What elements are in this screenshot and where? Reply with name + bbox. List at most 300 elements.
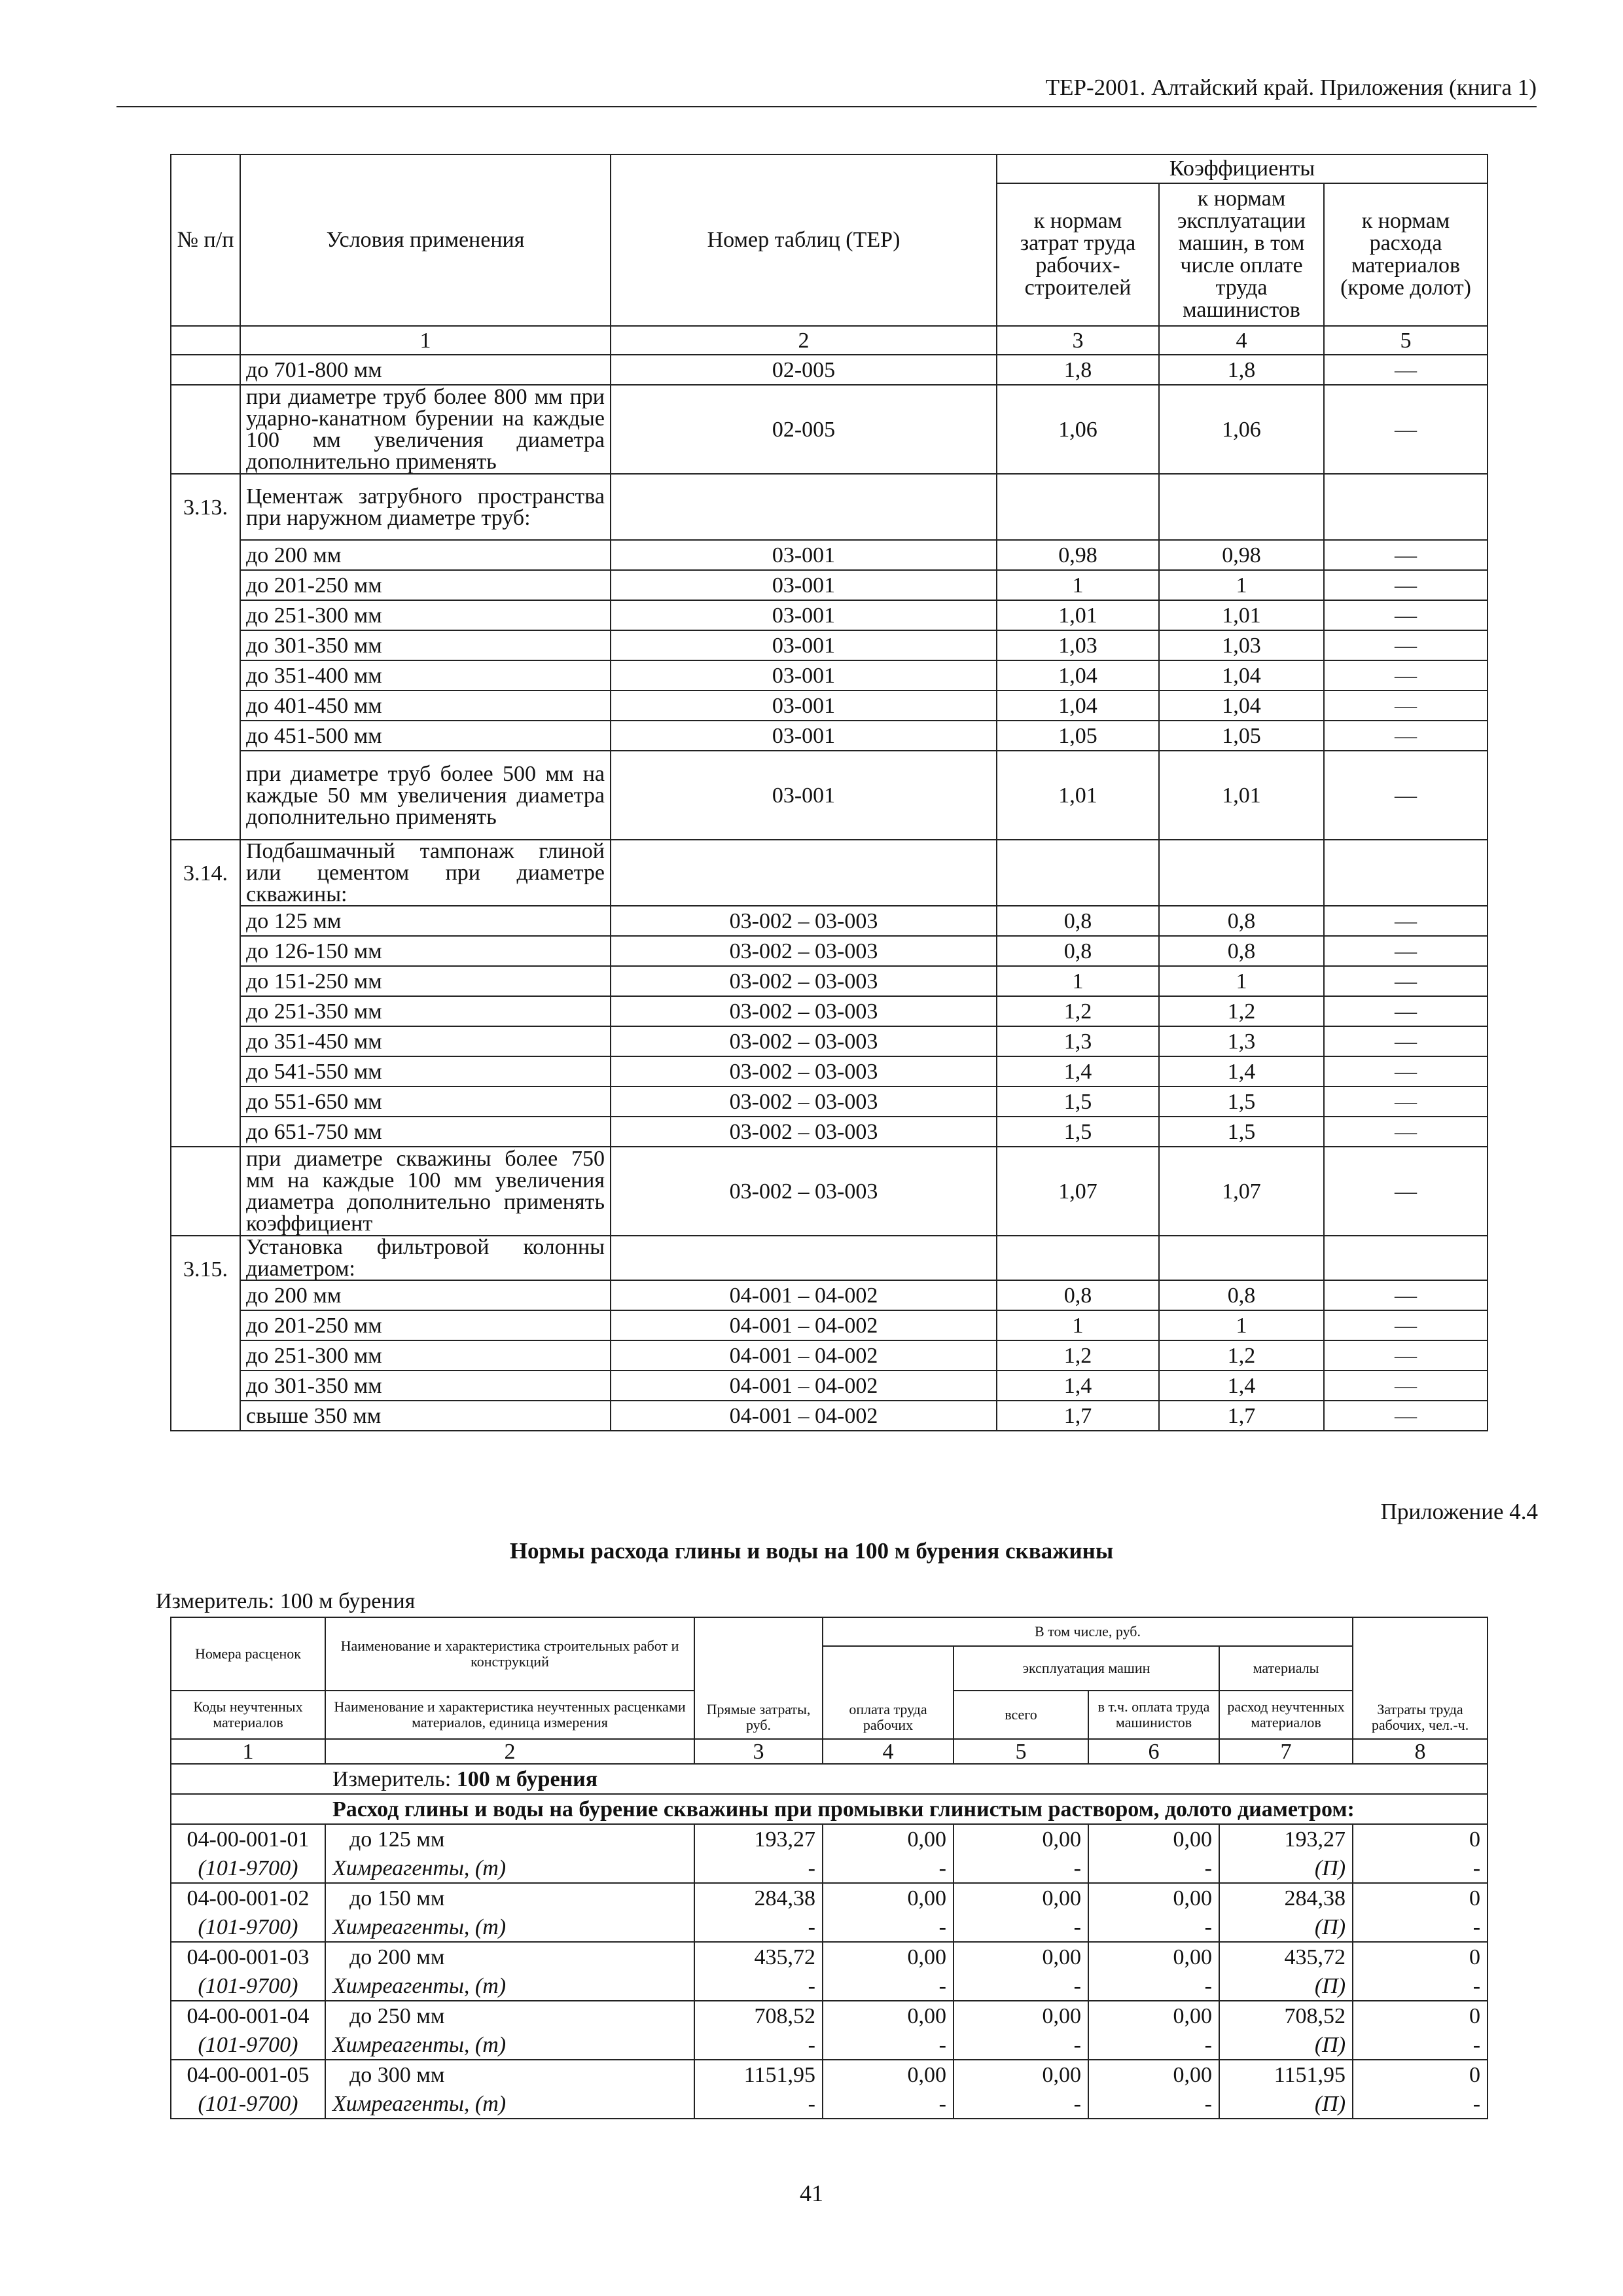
sub-machine: -: [954, 1913, 1088, 1942]
col-material-coef-header: к нормам расхода материалов (кроме долот): [1324, 183, 1488, 326]
col-labor-coef-header: к нормам затрат труда рабочих-строителей: [997, 183, 1159, 326]
sub-materials: (П): [1219, 1972, 1353, 2001]
row-machine-coef: 0,8: [1159, 936, 1324, 966]
row-labor-coef: 1,06: [997, 385, 1159, 474]
row-machine-coef: 1,01: [1159, 600, 1324, 630]
wages-cost: 0,00: [823, 1883, 954, 1913]
row-number-cell: [171, 1147, 240, 1236]
sub-direct: -: [694, 1913, 823, 1942]
sub-materials: (П): [1219, 2090, 1353, 2119]
row-material-coef: —: [1324, 966, 1488, 996]
row-machine-coef: 1,04: [1159, 660, 1324, 691]
table-row: [171, 936, 1488, 966]
table-row: [171, 600, 1488, 630]
row-table-number: 03-001: [611, 600, 997, 630]
material-name: Химреагенты, (т): [325, 1972, 694, 2001]
sub-labor: -: [1353, 1972, 1488, 2001]
included-rub-header: В том числе, руб.: [823, 1617, 1353, 1646]
sub-materials: (П): [1219, 2031, 1353, 2060]
table-row: [171, 660, 1488, 691]
material-code: (101-9700): [171, 2090, 325, 2119]
table-row: [171, 1236, 1488, 1280]
table-row: [171, 385, 1488, 474]
row-table-number: [611, 1236, 997, 1280]
row-condition: при диаметре труб более 500 мм на каждые 50 мм увеличения диаметра дополнительно применять: [240, 751, 611, 840]
materials-cost: 435,72: [1219, 1942, 1353, 1972]
table-row: [171, 691, 1488, 721]
index-cell: 8: [1353, 1739, 1488, 1764]
coefficients-group-header: Коэффициенты: [997, 154, 1488, 183]
row-condition: до 126-150 мм: [240, 936, 611, 966]
machine-cost: 0,00: [954, 2060, 1088, 2090]
row-table-number: 02-005: [611, 385, 997, 474]
row-labor-coef: 0,98: [997, 540, 1159, 570]
row-table-number: 04-001 – 04-002: [611, 1340, 997, 1371]
row-material-coef: —: [1324, 1056, 1488, 1086]
index-cell: 6: [1088, 1739, 1219, 1764]
measure-row-value: 100 м бурения: [456, 1767, 598, 1791]
direct-cost: 284,38: [694, 1883, 823, 1913]
row-condition: до 200 мм: [240, 1280, 611, 1310]
labor-cost: 0: [1353, 2001, 1488, 2031]
rate-subrow: [171, 2090, 1488, 2119]
rate-code: 04-00-001-05: [171, 2060, 325, 2090]
col-work-name-header: Наименование и характеристика строительных работ и конструкций: [325, 1617, 694, 1691]
row-labor-coef: 1,04: [997, 691, 1159, 721]
machinist-wages: 0,00: [1088, 2001, 1219, 2031]
row-condition: до 551-650 мм: [240, 1086, 611, 1117]
row-table-number: 03-002 – 03-003: [611, 1086, 997, 1117]
row-material-coef: [1324, 474, 1488, 540]
row-material-coef: —: [1324, 630, 1488, 660]
sub-machine: -: [954, 1972, 1088, 2001]
row-machine-coef: 1,8: [1159, 355, 1324, 385]
row-table-number: 04-001 – 04-002: [611, 1310, 997, 1340]
row-labor-coef: 1,01: [997, 600, 1159, 630]
rate-name: до 250 мм: [325, 2001, 694, 2031]
index-cell: 3: [997, 326, 1159, 355]
row-machine-coef: 1,4: [1159, 1371, 1324, 1401]
table-row: [171, 1280, 1488, 1310]
row-material-coef: —: [1324, 1280, 1488, 1310]
sub-labor: -: [1353, 1854, 1488, 1883]
row-material-coef: —: [1324, 691, 1488, 721]
labor-cost: 0: [1353, 1883, 1488, 1913]
sub-direct: -: [694, 1854, 823, 1883]
row-condition: Установка фильтровой колонны диаметром:: [240, 1236, 611, 1280]
appendix-title: Нормы расхода глины и воды на 100 м бурения скважины: [509, 1538, 1114, 1564]
row-table-number: 04-001 – 04-002: [611, 1280, 997, 1310]
machine-cost: 0,00: [954, 1883, 1088, 1913]
row-labor-coef: 1,04: [997, 660, 1159, 691]
material-code: (101-9700): [171, 1913, 325, 1942]
table-row: [171, 1310, 1488, 1340]
row-machine-coef: [1159, 474, 1324, 540]
row-machine-coef: 1,04: [1159, 691, 1324, 721]
row-machine-coef: 1,03: [1159, 630, 1324, 660]
col-unaccounted-names-header: Наименование и характеристика неучтенных расценками материалов, единица измерения: [325, 1691, 694, 1739]
row-condition: до 351-450 мм: [240, 1026, 611, 1056]
row-condition: до 251-350 мм: [240, 996, 611, 1026]
row-condition: до 201-250 мм: [240, 570, 611, 600]
row-condition: до 451-500 мм: [240, 721, 611, 751]
material-name: Химреагенты, (т): [325, 2031, 694, 2060]
rate-subrow: [171, 1854, 1488, 1883]
row-table-number: [611, 474, 997, 540]
index-cell: 7: [1219, 1739, 1353, 1764]
table-row: [171, 1056, 1488, 1086]
rate-row: [171, 1824, 1488, 1854]
row-machine-coef: 1: [1159, 570, 1324, 600]
appendix-label: Приложение 4.4: [1380, 1499, 1538, 1524]
row-labor-coef: 1,03: [997, 630, 1159, 660]
row-number-cell: [171, 355, 240, 385]
row-table-number: 03-001: [611, 691, 997, 721]
table-row: [171, 996, 1488, 1026]
row-material-coef: —: [1324, 1340, 1488, 1371]
rate-name: до 200 мм: [325, 1942, 694, 1972]
row-labor-coef: 1,5: [997, 1117, 1159, 1147]
row-labor-coef: 0,8: [997, 1280, 1159, 1310]
row-labor-coef: 1,2: [997, 1340, 1159, 1371]
sub-wages: -: [823, 2031, 954, 2060]
sub-wages: -: [823, 1854, 954, 1883]
row-condition: до 125 мм: [240, 906, 611, 936]
row-labor-coef: 0,8: [997, 936, 1159, 966]
table-row: [171, 1371, 1488, 1401]
sub-machinist: -: [1088, 1913, 1219, 1942]
rate-subrow: [171, 2031, 1488, 2060]
sub-materials: (П): [1219, 1854, 1353, 1883]
row-machine-coef: 1,5: [1159, 1086, 1324, 1117]
table-row: [171, 570, 1488, 600]
row-material-coef: —: [1324, 1117, 1488, 1147]
col-conditions-header: Условия применения: [240, 154, 611, 326]
direct-cost: 435,72: [694, 1942, 823, 1972]
row-condition: до 251-300 мм: [240, 600, 611, 630]
row-table-number: 03-001: [611, 570, 997, 600]
row-condition: при диаметре скважины более 750 мм на каждые 100 мм увеличения диаметра дополнительно применять коэффициент: [240, 1147, 611, 1236]
page-number: 41: [800, 2180, 823, 2206]
row-condition: до 201-250 мм: [240, 1310, 611, 1340]
machinist-wages: 0,00: [1088, 2060, 1219, 2090]
rate-name: до 300 мм: [325, 2060, 694, 2090]
index-cell: 1: [240, 326, 611, 355]
row-machine-coef: 0,8: [1159, 1280, 1324, 1310]
row-machine-coef: 1: [1159, 966, 1324, 996]
col-codes-header: Коды неучтенных материалов: [171, 1691, 325, 1739]
measure-unit: Измеритель: 100 м бурения: [156, 1589, 416, 1613]
index-cell-empty: [171, 326, 240, 355]
row-condition: до 651-750 мм: [240, 1117, 611, 1147]
sub-direct: -: [694, 2090, 823, 2119]
row-machine-coef: 1,06: [1159, 385, 1324, 474]
table-row: [171, 840, 1488, 906]
materials-cost: 1151,95: [1219, 2060, 1353, 2090]
row-labor-coef: 1,01: [997, 751, 1159, 840]
row-material-coef: —: [1324, 751, 1488, 840]
sub-wages: -: [823, 1913, 954, 1942]
row-material-coef: —: [1324, 1086, 1488, 1117]
row-machine-coef: [1159, 1236, 1324, 1280]
row-machine-coef: [1159, 840, 1324, 906]
materials-header: материалы: [1219, 1646, 1353, 1691]
machinist-wages: 0,00: [1088, 1883, 1219, 1913]
row-machine-coef: 1,5: [1159, 1117, 1324, 1147]
row-table-number: 03-002 – 03-003: [611, 936, 997, 966]
row-labor-coef: [997, 1236, 1159, 1280]
wages-cost: 0,00: [823, 1942, 954, 1972]
row-labor-coef: 1,4: [997, 1056, 1159, 1086]
row-labor-coef: 0,8: [997, 906, 1159, 936]
row-machine-coef: 0,8: [1159, 906, 1324, 936]
measure-row: [171, 1764, 1488, 1794]
material-code: (101-9700): [171, 1854, 325, 1883]
row-table-number: 03-002 – 03-003: [611, 906, 997, 936]
row-labor-coef: 1,3: [997, 1026, 1159, 1056]
table-row: [171, 355, 1488, 385]
sub-labor: -: [1353, 2031, 1488, 2060]
row-condition: до 151-250 мм: [240, 966, 611, 996]
direct-cost: 1151,95: [694, 2060, 823, 2090]
row-condition: Подбашмачный тампонаж глиной или цементом при диаметре скважины:: [240, 840, 611, 906]
sub-wages: -: [823, 1972, 954, 2001]
sub-machinist: -: [1088, 1854, 1219, 1883]
col-table-number-header: Номер таблиц (ТЕР): [611, 154, 997, 326]
row-table-number: 03-001: [611, 751, 997, 840]
table-row: [171, 1401, 1488, 1431]
row-machine-coef: 1: [1159, 1310, 1324, 1340]
row-labor-coef: 1: [997, 1310, 1159, 1340]
row-table-number: 04-001 – 04-002: [611, 1401, 997, 1431]
row-condition: свыше 350 мм: [240, 1401, 611, 1431]
section-title-row: Расход глины и воды на бурение скважины при промывки глинистым раствором, долото диаметром:: [171, 1794, 1488, 1824]
row-material-coef: —: [1324, 1310, 1488, 1340]
machine-cost: 0,00: [954, 1824, 1088, 1854]
row-machine-coef: 1,2: [1159, 1340, 1324, 1371]
row-table-number: 03-002 – 03-003: [611, 1147, 997, 1236]
row-condition: до 301-350 мм: [240, 1371, 611, 1401]
row-machine-coef: 1,05: [1159, 721, 1324, 751]
running-title: ТЕР-2001. Алтайский край. Приложения (книга 1): [1045, 75, 1537, 100]
table-row: [171, 906, 1488, 936]
direct-cost: 193,27: [694, 1824, 823, 1854]
table-row: [171, 966, 1488, 996]
row-machine-coef: 1,2: [1159, 996, 1324, 1026]
labor-cost: 0: [1353, 2060, 1488, 2090]
materials-cost: 708,52: [1219, 2001, 1353, 2031]
row-table-number: [611, 840, 997, 906]
row-table-number: 04-001 – 04-002: [611, 1371, 997, 1401]
machinist-wages: 0,00: [1088, 1942, 1219, 1972]
index-cell: 5: [954, 1739, 1088, 1764]
row-table-number: 03-002 – 03-003: [611, 1026, 997, 1056]
index-cell: 4: [823, 1739, 954, 1764]
sub-labor: -: [1353, 1913, 1488, 1942]
sub-materials: (П): [1219, 1913, 1353, 1942]
row-table-number: 03-001: [611, 660, 997, 691]
index-cell: 1: [171, 1739, 325, 1764]
row-table-number: 03-002 – 03-003: [611, 966, 997, 996]
row-material-coef: —: [1324, 540, 1488, 570]
row-material-coef: —: [1324, 936, 1488, 966]
sub-machine: -: [954, 2090, 1088, 2119]
material-code: (101-9700): [171, 1972, 325, 2001]
col-labor-cost-header: Затраты труда рабочих, чел.-ч.: [1353, 1617, 1488, 1739]
rate-code: 04-00-001-03: [171, 1942, 325, 1972]
row-labor-coef: [997, 840, 1159, 906]
running-header: [116, 73, 1537, 107]
row-material-coef: [1324, 1236, 1488, 1280]
col-machinist-wages-header: в т.ч. оплата труда машинистов: [1088, 1691, 1219, 1739]
row-machine-coef: 1,01: [1159, 751, 1324, 840]
row-table-number: 03-001: [611, 540, 997, 570]
row-labor-coef: 1,05: [997, 721, 1159, 751]
row-condition: до 251-300 мм: [240, 1340, 611, 1371]
row-condition: до 401-450 мм: [240, 691, 611, 721]
rate-row: [171, 1942, 1488, 1972]
col-number-header: № п/п: [171, 154, 240, 326]
labor-cost: 0: [1353, 1942, 1488, 1972]
sub-machine: -: [954, 2031, 1088, 2060]
labor-cost: 0: [1353, 1824, 1488, 1854]
row-number-cell: 3.15.: [171, 1236, 240, 1431]
row-material-coef: —: [1324, 906, 1488, 936]
row-machine-coef: 1,4: [1159, 1056, 1324, 1086]
sub-machinist: -: [1088, 2090, 1219, 2119]
rate-subrow: [171, 1913, 1488, 1942]
row-number-cell: [171, 385, 240, 474]
row-number-cell: 3.13.: [171, 474, 240, 840]
row-material-coef: —: [1324, 600, 1488, 630]
col-rate-number-header: Номера расценок: [171, 1617, 325, 1691]
index-cell: 5: [1324, 326, 1488, 355]
rate-code: 04-00-001-01: [171, 1824, 325, 1854]
rate-name: до 150 мм: [325, 1883, 694, 1913]
table-row: [171, 540, 1488, 570]
row-condition: до 351-400 мм: [240, 660, 611, 691]
row-labor-coef: 1,5: [997, 1086, 1159, 1117]
row-number-cell: 3.14.: [171, 840, 240, 1147]
col-machine-total-header: всего: [954, 1691, 1088, 1739]
sub-direct: -: [694, 1972, 823, 2001]
row-condition: до 701-800 мм: [240, 355, 611, 385]
row-table-number: 03-001: [611, 721, 997, 751]
row-condition: Цементаж затрубного пространства при наружном диаметре труб:: [240, 474, 611, 540]
index-cell: 4: [1159, 326, 1324, 355]
wages-cost: 0,00: [823, 2001, 954, 2031]
row-labor-coef: [997, 474, 1159, 540]
row-table-number: 03-002 – 03-003: [611, 1117, 997, 1147]
material-name: Химреагенты, (т): [325, 2090, 694, 2119]
row-machine-coef: 0,98: [1159, 540, 1324, 570]
row-material-coef: —: [1324, 1371, 1488, 1401]
col-machine-coef-header: к нормам эксплуатации машин, в том числе оплате труда машинистов: [1159, 183, 1324, 326]
sub-machinist: -: [1088, 1972, 1219, 2001]
row-material-coef: —: [1324, 1401, 1488, 1431]
rate-row: [171, 2001, 1488, 2031]
table-row: [171, 1026, 1488, 1056]
row-material-coef: —: [1324, 996, 1488, 1026]
row-material-coef: —: [1324, 1147, 1488, 1236]
coefficients-table: [170, 154, 1488, 1431]
row-labor-coef: 1: [997, 570, 1159, 600]
row-labor-coef: 1,4: [997, 1371, 1159, 1401]
sub-machine: -: [954, 1854, 1088, 1883]
row-table-number: 03-002 – 03-003: [611, 996, 997, 1026]
table-row: [171, 1147, 1488, 1236]
row-labor-coef: 1,2: [997, 996, 1159, 1026]
row-labor-coef: 1: [997, 966, 1159, 996]
table-row: [171, 721, 1488, 751]
sub-machinist: -: [1088, 2031, 1219, 2060]
wages-cost: 0,00: [823, 2060, 954, 2090]
material-name: Химреагенты, (т): [325, 1854, 694, 1883]
machinist-wages: 0,00: [1088, 1824, 1219, 1854]
rate-row: [171, 2060, 1488, 2090]
row-material-coef: —: [1324, 660, 1488, 691]
row-labor-coef: 1,8: [997, 355, 1159, 385]
row-table-number: 03-001: [611, 630, 997, 660]
materials-cost: 193,27: [1219, 1824, 1353, 1854]
sub-direct: -: [694, 2031, 823, 2060]
row-material-coef: —: [1324, 570, 1488, 600]
materials-cost: 284,38: [1219, 1883, 1353, 1913]
table-row: [171, 1117, 1488, 1147]
table-row: [171, 474, 1488, 540]
row-machine-coef: 1,3: [1159, 1026, 1324, 1056]
material-code: (101-9700): [171, 2031, 325, 2060]
machine-operation-header: эксплуатация машин: [954, 1646, 1219, 1691]
rate-subrow: [171, 1972, 1488, 2001]
table-row: [171, 751, 1488, 840]
measure-row-label: Измеритель:: [332, 1767, 452, 1791]
row-condition: до 541-550 мм: [240, 1056, 611, 1086]
row-condition: до 200 мм: [240, 540, 611, 570]
direct-cost: 708,52: [694, 2001, 823, 2031]
rate-code: 04-00-001-04: [171, 2001, 325, 2031]
row-machine-coef: 1,7: [1159, 1401, 1324, 1431]
machine-cost: 0,00: [954, 1942, 1088, 1972]
row-material-coef: —: [1324, 385, 1488, 474]
row-machine-coef: 1,07: [1159, 1147, 1324, 1236]
table-row: [171, 1086, 1488, 1117]
row-labor-coef: 1,7: [997, 1401, 1159, 1431]
row-condition: при диаметре труб более 800 мм при ударно-канатном бурении на каждые 100 мм увеличения диаметра дополнительно применять: [240, 385, 611, 474]
sub-labor: -: [1353, 2090, 1488, 2119]
row-material-coef: —: [1324, 355, 1488, 385]
rate-row: [171, 1883, 1488, 1913]
row-material-coef: —: [1324, 1026, 1488, 1056]
rate-code: 04-00-001-02: [171, 1883, 325, 1913]
machine-cost: 0,00: [954, 2001, 1088, 2031]
row-material-coef: [1324, 840, 1488, 906]
table-row: [171, 1340, 1488, 1371]
col-direct-cost-header: Прямые затраты, руб.: [694, 1617, 823, 1739]
rate-name: до 125 мм: [325, 1824, 694, 1854]
row-condition: до 301-350 мм: [240, 630, 611, 660]
material-name: Химреагенты, (т): [325, 1913, 694, 1942]
row-material-coef: —: [1324, 721, 1488, 751]
index-cell: 2: [325, 1739, 694, 1764]
col-wages-header: оплата труда рабочих: [823, 1646, 954, 1739]
norms-table: [170, 1617, 1488, 2119]
row-labor-coef: 1,07: [997, 1147, 1159, 1236]
col-unaccounted-materials-header: расход неучтенных материалов: [1219, 1691, 1353, 1739]
row-table-number: 03-002 – 03-003: [611, 1056, 997, 1086]
wages-cost: 0,00: [823, 1824, 954, 1854]
index-cell: 3: [694, 1739, 823, 1764]
